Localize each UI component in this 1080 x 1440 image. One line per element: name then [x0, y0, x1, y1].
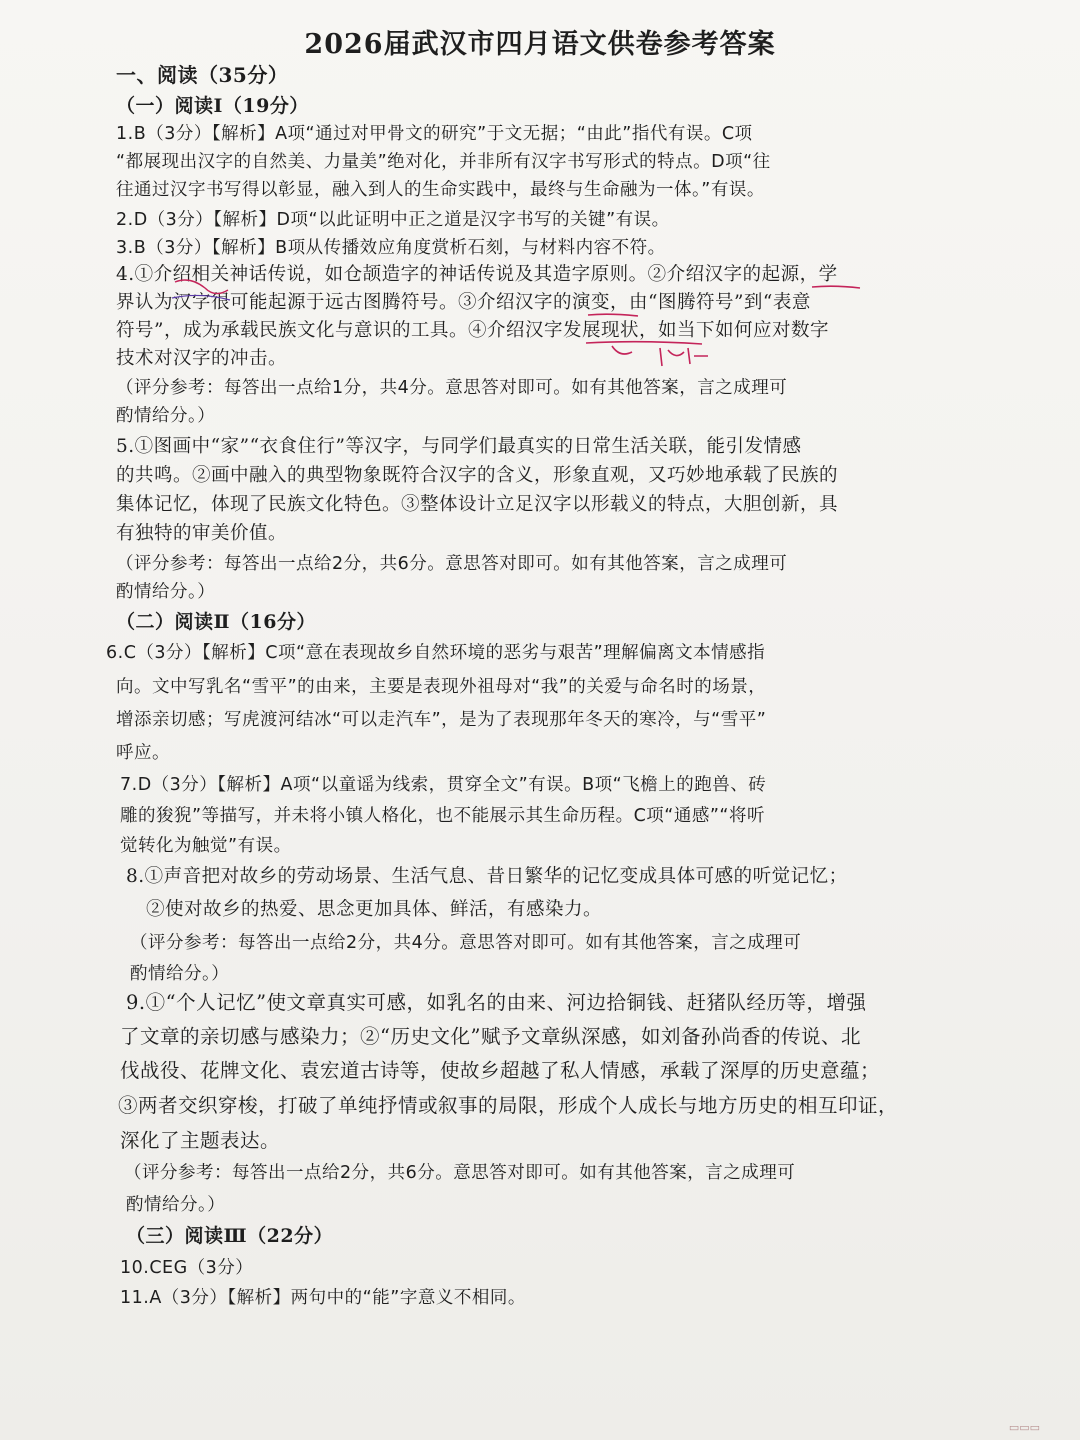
q9-note-line-1: （评分参考：每答出一点给2分，共6分。意思答对即可。如有其他答案，言之成理可 [124, 1163, 796, 1183]
q11-answer: 11.A（3分）【解析】两句中的“能”字意义不相同。 [120, 1288, 526, 1308]
handwritten-note [612, 346, 708, 366]
mark-scribble-1 [175, 280, 228, 294]
q4-line-1: 4.①介绍相关神话传说，如仓颉造字的神话传说及其造字原则。②介绍汉字的起源，学 [116, 264, 838, 285]
q9-line-5: 深化了主题表达。 [120, 1129, 281, 1152]
part-reading-3-heading: （三）阅读Ⅲ（22分） [126, 1225, 334, 1247]
q8-line-1: 8.①声音把对故乡的劳动场景、生活气息、昔日繁华的记忆变成具体可感的听觉记忆； [126, 866, 848, 887]
q7-line-2: 雕的狻猊”等描写，并未将小镇人格化，也不能展示其生命历程。C项“通感”“将听 [120, 806, 765, 826]
q2-answer: 2.D（3分）【解析】D项“以此证明中正之道是汉字书写的关键”有误。 [116, 210, 670, 230]
q5-line-1: 5.①图画中“家”“衣食住行”等汉字，与同学们最真实的日常生活关联，能引发情感 [116, 436, 802, 457]
q8-line-2: ②使对故乡的热爱、思念更加具体、鲜活，有感染力。 [146, 899, 603, 920]
q5-line-3: 集体记忆，体现了民族文化特色。③整体设计立足汉字以形载义的特点，大胆创新，具 [116, 494, 839, 515]
q8-note-line-1: （评分参考：每答出一点给2分，共4分。意思答对即可。如有其他答案，言之成理可 [130, 933, 802, 953]
q6-line-1: 6.C（3分）【解析】C项“意在表现故乡自然环境的恶劣与艰苦”理解偏离文本情感指 [106, 643, 766, 663]
q6-line-2: 向。文中写乳名“雪平”的由来，主要是表现外祖母对“我”的关爱与命名时的场景， [116, 677, 767, 697]
q9-line-2: 了文章的亲切感与感染力；②“历史文化”赋予文章纵深感，如刘备孙尚香的传说、北 [120, 1025, 861, 1048]
q5-line-4: 有独特的审美价值。 [116, 523, 288, 544]
q4-line-2: 界认为汉字很可能起源于远古图腾符号。③介绍汉字的演变，由“图腾符号”到“表意 [116, 292, 811, 313]
underline-status [586, 342, 702, 344]
mark-scribble-2 [172, 295, 230, 300]
q5-note-line-2: 酌情给分。） [116, 582, 216, 602]
page-title: 2026届武汉市四月语文供卷参考答案 [304, 29, 776, 60]
q9-line-4: ③两者交织穿梭，打破了单纯抒情或叙事的局限，形成个人成长与地方历史的相互印证， [118, 1094, 899, 1117]
part-reading-2-heading: （二）阅读Ⅱ（16分） [116, 611, 316, 633]
q9-line-1: 9.①“个人记忆”使文章真实可感，如乳名的由来、河边拾铜钱、赶猪队经历等，增强 [126, 991, 867, 1014]
part-reading-1-heading: （一）阅读Ⅰ（19分） [116, 95, 309, 117]
q6-line-4: 呼应。 [116, 743, 170, 763]
q4-line-3: 符号”，成为承载民族文化与意识的工具。④介绍汉字发展现状，如当下如何应对数字 [116, 320, 829, 341]
q1-line-3: 往通过汉字书写得以彰显，融入到人的生命实践中，最终与生命融为一体。”有误。 [116, 180, 765, 200]
q6-line-3: 增添亲切感；写虎渡河结冰“可以走汽车”，是为了表现那年冬天的寒冷，与“雪平” [116, 710, 767, 730]
q5-note-line-1: （评分参考：每答出一点给2分，共6分。意思答对即可。如有其他答案，言之成理可 [116, 554, 788, 574]
q1-line-2: “都展现出汉字的自然美、力量美”绝对化，并非所有汉字书写形式的特点。D项“往 [116, 152, 771, 172]
q7-line-1: 7.D（3分）【解析】A项“以童谣为线索，贯穿全文”有误。B项“飞檐上的跑兽、砖 [120, 775, 767, 795]
q10-answer: 10.CEG（3分） [120, 1258, 254, 1278]
section-reading-heading: 一、阅读（35分） [116, 63, 289, 87]
q5-line-2: 的共鸣。②画中融入的典型物象既符合汉字的含义，形象直观，又巧妙地承载了民族的 [116, 465, 839, 486]
q9-note-line-2: 酌情给分。） [126, 1195, 226, 1215]
q4-note-line-1: （评分参考：每答出一点给1分，共4分。意思答对即可。如有其他答案，言之成理可 [116, 378, 788, 398]
q4-line-4: 技术对汉字的冲击。 [116, 348, 288, 369]
q4-note-line-2: 酌情给分。） [116, 406, 216, 426]
underline-origin [812, 286, 860, 288]
q7-line-3: 觉转化为触觉”有误。 [120, 836, 292, 856]
underline-evolution [588, 314, 638, 316]
corner-mark-icon: ▭▭▭ [1008, 1421, 1040, 1434]
q1-line-1: 1.B（3分）【解析】A项“通过对甲骨文的研究”于文无据；“由此”指代有误。C项 [116, 124, 753, 144]
q8-note-line-2: 酌情给分。） [130, 964, 230, 984]
q3-answer: 3.B（3分）【解析】B项从传播效应角度赏析石刻，与材料内容不符。 [116, 238, 666, 258]
q9-line-3: 伐战役、花牌文化、袁宏道古诗等，使故乡超越了私人情感，承载了深厚的历史意蕴； [120, 1059, 881, 1082]
